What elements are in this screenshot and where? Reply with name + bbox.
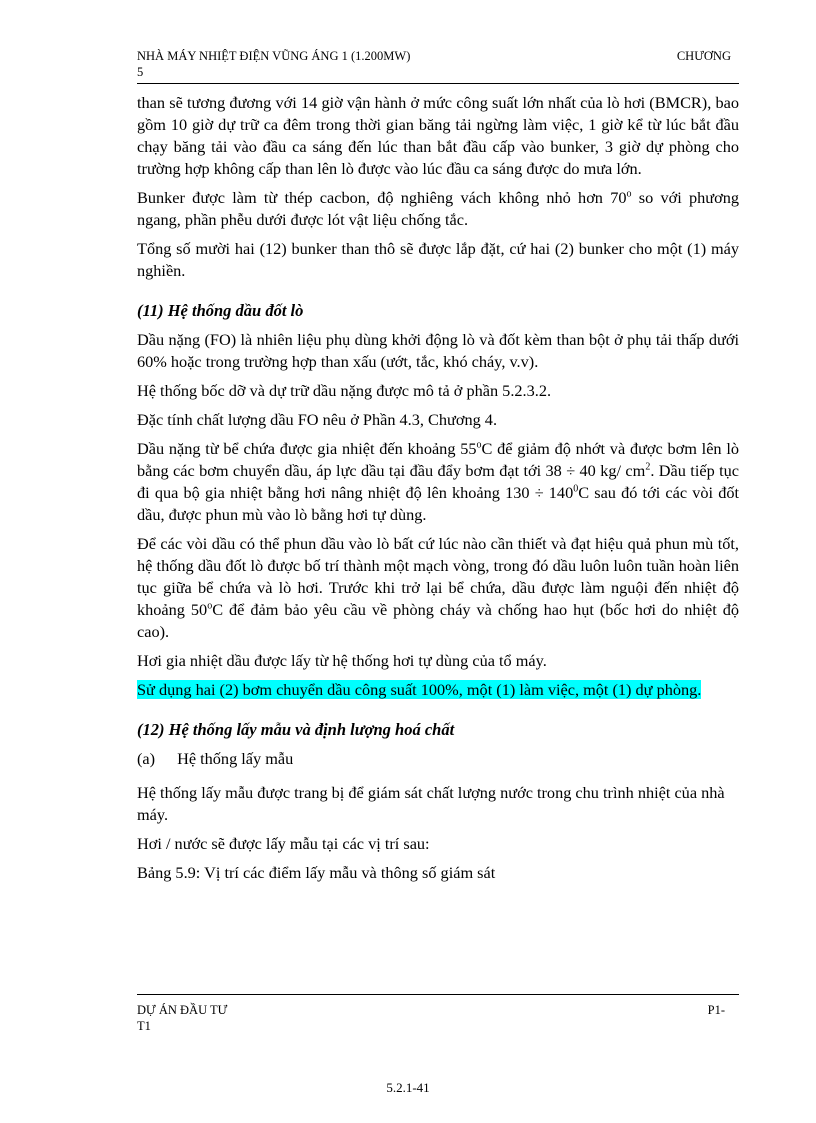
list-item-label: (a) <box>137 749 156 768</box>
paragraph-bunker-count: Tổng số mười hai (12) bunker than thô sẽ được lắp đặt, cứ hai (2) bunker cho một (1) máy nghiền. <box>137 239 739 280</box>
paragraph-fo-storage: Hệ thống bốc dỡ và dự trữ dầu nặng được mô tả ở phần 5.2.3.2. <box>137 381 552 400</box>
paragraph-sampling-points: Hơi / nước sẽ được lấy mẫu tại các vị trí sau: <box>137 834 430 853</box>
section-12-heading: (12) Hệ thống lấy mẫu và định lượng hoá chất <box>137 720 455 739</box>
paragraph-fo-heating: Dầu nặng từ bể chứa được gia nhiệt đến khoảng 55$^o$C để giảm độ nhớt và được bơm lên lò bằng các bơm chuyển dầu, áp lực dầu tại đầu đẩy bơm đạt tới 38 ÷ 40 kg/ $cm^2$. Dầu tiếp tục đi qua bộ gia nhiệt bằng hơi nâng nhiệt độ lên khoảng $130 \div 140^0C$ sau đó tới các vòi đốt dầu, được phun mù vào lò bằng hơi tự dùng. <box>137 439 740 524</box>
paragraph-bunker-material: Bunker được làm từ thép cacbon, độ nghiêng vách không nhỏ hơn 70$^o$ so với phương ngang, phần phễu dưới được lót vật liệu chống tắc. <box>137 188 739 229</box>
header-chapter <box>677 49 731 64</box>
paragraph-fo-pumps <box>137 679 739 701</box>
footer-code: P1- <box>707 1003 725 1017</box>
paragraph-fo-loop: Để các vòi dầu có thể phun dầu vào lò bất cứ lúc nào cần thiết và đạt hiệu quả phun mù tốt, hệ thống dầu đốt lò được bố trí thành một mạch vòng, trong đó dầu luôn luôn tuần hoàn liên tục giữa bể chứa và lò hơi. Trước khi trở lại bể chứa, dầu được làm nguội đến nhiệt độ khoảng 50$^o$C để đảm bảo yêu cầu về phòng cháy và chống hao hụt (bốc hơi do nhiệt độ cao). <box>137 534 740 641</box>
list-item-a <box>137 748 739 770</box>
header-title: NHÀ MÁY NHIỆT ĐIỆN VŨNG ÁNG 1 (1.200MW) <box>137 49 411 63</box>
page-number: 5.2.1-41 <box>386 1080 430 1095</box>
document-body <box>137 92 739 891</box>
header-chapter-number: 5 <box>137 65 144 79</box>
section-11-heading: (11) Hệ thống dầu đốt lò <box>137 301 304 320</box>
paragraph-fo-intro: Dầu nặng (FO) là nhiên liệu phụ dùng khởi động lò và đốt kèm than bột ở phụ tải thấp dưới 60% hoặc trong trường hợp than xấu (ướt, tắc, khó cháy, v.v). <box>137 330 739 371</box>
paragraph-fo-quality: Đặc tính chất lượng dầu FO nêu ở Phần 4.3, Chương 4. <box>137 410 498 429</box>
paragraph-sampling-purpose: Hệ thống lấy mẫu được trang bị để giám sát chất lượng nước trong chu trình nhiệt của nhà máy. <box>137 783 725 824</box>
highlighted-text: Sử dụng hai (2) bơm chuyển dầu công suất 100%, một (1) làm việc, một (1) dự phòng. <box>137 680 702 699</box>
paragraph-fo-steam: Hơi gia nhiệt dầu được lấy từ hệ thống hơi tự dùng của tổ máy. <box>137 651 547 670</box>
page-footer <box>137 994 739 1033</box>
list-item-text: Hệ thống lấy mẫu <box>177 749 294 768</box>
table-caption: Bảng 5.9: Vị trí các điểm lấy mẫu và thông số giám sát <box>137 863 496 882</box>
header-chapter-label: CHƯƠNG <box>676 49 731 63</box>
page-header <box>137 49 739 84</box>
paragraph-coal-storage: than sẽ tương đương với 14 giờ vận hành ở mức công suất lớn nhất của lò hơi (BMCR), bao gồm 10 giờ dự trữ ca đêm trong thời gian băng tải ngừng làm việc, 1 giờ kể từ lúc bắt đầu chạy băng tải vào đầu ca sáng đến lúc than bắt đầu cấp vào bunker, 3 giờ dự phòng cho trường hợp không cấp than lên lò được vào lúc đầu ca sáng được do mưa lớn. <box>137 93 739 178</box>
footer-project: DỰ ÁN ĐẦU TƯ T1 <box>137 1003 228 1033</box>
